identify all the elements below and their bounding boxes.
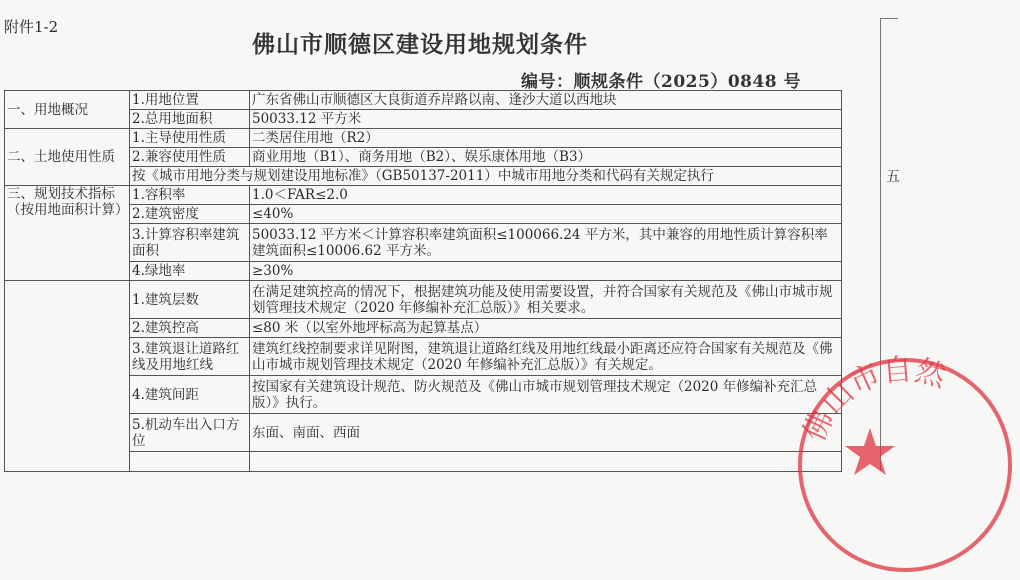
- table-row: [5, 224, 842, 262]
- adjacent-page-char: 五: [886, 169, 900, 185]
- adjacent-page-edge: [880, 18, 898, 471]
- land-use-standard-note: 按《城市用地分类与规划建设用地标准》（GB50137-2011）中城市用地分类和代码有关规定执行: [130, 167, 842, 186]
- table-row: [5, 338, 842, 376]
- row-label: 1.容积率: [130, 186, 250, 205]
- row-value: 东面、南面、西面: [250, 414, 842, 452]
- table-row: [5, 167, 842, 186]
- row-value: 50033.12 平方米: [250, 110, 842, 129]
- row-value-empty: [250, 452, 842, 472]
- conditions-table-wrapper: [4, 90, 841, 470]
- conditions-table: [4, 90, 842, 472]
- table-row: [5, 262, 842, 281]
- row-label: 3.建筑退让道路红线及用地红线: [130, 338, 250, 376]
- table-row: [5, 319, 842, 338]
- row-label: 4.绿地率: [130, 262, 250, 281]
- section-site-overview: 一、用地概况: [5, 91, 130, 129]
- section-technical-indicators: 三、规划技术指标（按用地面积计算）: [5, 186, 130, 281]
- row-label: 1.用地位置: [130, 91, 250, 110]
- row-label: 1.主导使用性质: [130, 129, 250, 148]
- seal-text: 佛山市自然: [796, 352, 950, 447]
- row-label: 5.机动车出入口方位: [130, 414, 250, 452]
- row-value: 建筑红线控制要求详见附图，建筑退让道路红线及用地红线最小距离还应符合国家有关规范及《佛山市城市规划管理技术规定（2020 年修编补充汇总版）》有关规定。: [250, 338, 842, 376]
- row-label-empty: [130, 452, 250, 472]
- table-row: [5, 91, 842, 110]
- document-number: 编号：顺规条件（2025）0848 号: [521, 72, 802, 92]
- attachment-label: 附件1-2: [4, 18, 59, 36]
- row-label: 4.建筑间距: [130, 376, 250, 414]
- row-value: 商业用地（B1）、商务用地（B2）、娱乐康体用地（B3）: [250, 148, 842, 167]
- row-value: ≤80 米（以室外地坪标高为起算基点）: [250, 319, 842, 338]
- row-value: 广东省佛山市顺德区大良街道乔岸路以南、逢沙大道以西地块: [250, 91, 842, 110]
- table-row: [5, 414, 842, 452]
- row-value: 1.0＜FAR≤2.0: [250, 186, 842, 205]
- table-row: [5, 376, 842, 414]
- row-value: 按国家有关建筑设计规范、防火规范及《佛山市城市规划管理技术规定（2020 年修编补充汇总版）》执行。: [250, 376, 842, 414]
- page-title: 佛山市顺德区建设用地规划条件: [252, 32, 588, 58]
- table-row: [5, 148, 842, 167]
- row-label: 2.总用地面积: [130, 110, 250, 129]
- row-value: 在满足建筑控高的情况下，根据建筑功能及使用需要设置，并符合国家有关规范及《佛山市城市规划管理技术规定（2020 年修编补充汇总版）》相关要求。: [250, 281, 842, 319]
- row-label: 1.建筑层数: [130, 281, 250, 319]
- row-label: 2.建筑密度: [130, 205, 250, 224]
- section-architecture-blank: [5, 281, 130, 472]
- row-value: ≥30%: [250, 262, 842, 281]
- row-value: 二类居住用地（R2）: [250, 129, 842, 148]
- table-row: [5, 129, 842, 148]
- table-row: [5, 186, 842, 205]
- table-row: [5, 281, 842, 319]
- row-value: ≤40%: [250, 205, 842, 224]
- row-value: 50033.12 平方米＜计算容积率建筑面积≤100066.24 平方米，其中兼容的用地性质计算容积率建筑面积≤10006.62 平方米。: [250, 224, 842, 262]
- table-row: [5, 452, 842, 472]
- section-land-use: 二、土地使用性质: [5, 129, 130, 186]
- row-label: 3.计算容积率建筑面积: [130, 224, 250, 262]
- table-row: [5, 205, 842, 224]
- row-label: 2.兼容使用性质: [130, 148, 250, 167]
- table-row: [5, 110, 842, 129]
- row-label: 2.建筑控高: [130, 319, 250, 338]
